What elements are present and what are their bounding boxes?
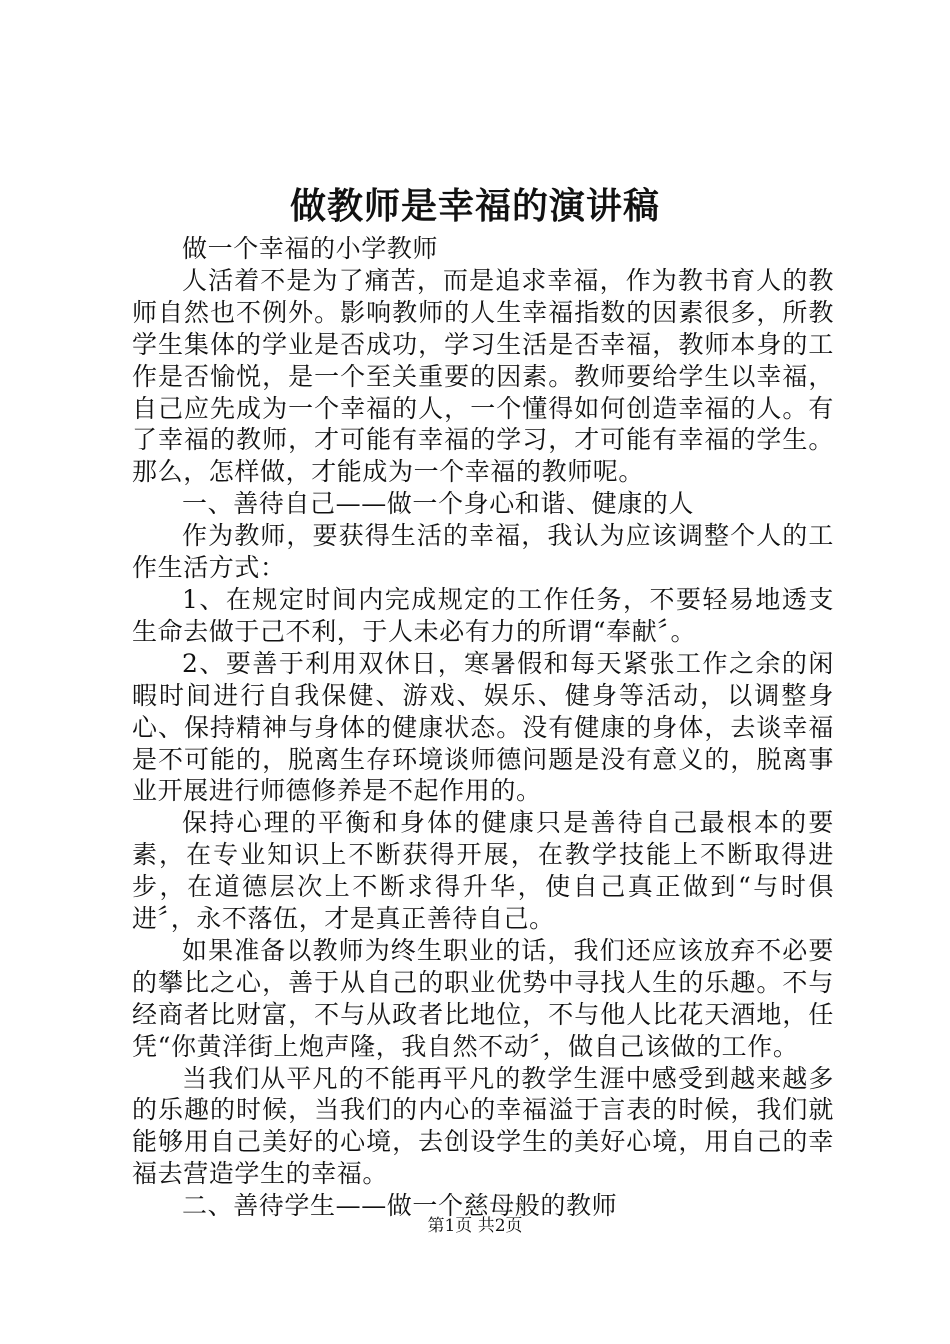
paragraph: 保持心理的平衡和身体的健康只是善待自己最根本的要素，在专业知识上不断获得开展，在教学技能上不断取得进步，在道德层次上不断求得升华，使自己真正做到“与时俱进〞，永不落伍，才是真正善待自己。 (132, 808, 834, 934)
paragraph-subtitle: 做一个幸福的小学教师 (182, 234, 439, 263)
paragraph-intro: 人活着不是为了痛苦，而是追求幸福，作为教书育人的教师自然也不例外。影响教师的人生幸福指数的因素很多，所教学生集体的学业是否成功，学习生活是否幸福，教师本身的工作是否愉悦，是一个至关重要的因素。教师要给学生以幸福，自己应先成为一个幸福的人，一个懂得如何创造幸福的人。有了幸福的教师，才可能有幸福的学习，才可能有幸福的学生。那么，怎样做，才能成为一个幸福的教师呢。 (132, 265, 834, 487)
page-number-footer: 第1页 共2页 (427, 1216, 523, 1236)
section-heading-2: 二、善待学生——做一个慈母般的教师 (182, 1191, 618, 1221)
document-title: 做教师是幸福的演讲稿 (289, 186, 660, 227)
list-item-1: 1、在规定时间内完成规定的工作任务，不要轻易地透支生命去做于己不利，于人未必有力的所谓“奉献〞。 (132, 584, 834, 646)
list-item-2: 2、要善于利用双休日，寒暑假和每天紧张工作之余的闲暇时间进行自我保健、游戏、娱乐、健身等活动，以调整身心、保持精神与身体的健康状态。没有健康的身体，去谈幸福是不可能的，脱离生存环境谈师德问题是没有意义的，脱离事业开展进行师德修养是不起作用的。 (132, 648, 834, 806)
paragraph: 如果准备以教师为终生职业的话，我们还应该放弃不必要的攀比之心，善于从自己的职业优势中寻找人生的乐趣。不与经商者比财富，不与从政者比地位，不与他人比花天酒地，任凭“你黄洋街上炮声隆，我自然不动〞，做自己该做的工作。 (132, 935, 834, 1061)
paragraph: 当我们从平凡的不能再平凡的教学生涯中感受到越来越多的乐趣的时候，当我们的内心的幸福溢于言表的时候，我们就能够用自己美好的心境，去创设学生的美好心境，用自己的幸福去营造学生的幸福。 (132, 1063, 834, 1189)
paragraph: 作为教师，要获得生活的幸福，我认为应该调整个人的工作生活方式： (132, 521, 834, 583)
section-heading-1: 一、善待自己——做一个身心和谐、健康的人 (182, 489, 695, 519)
document-body (132, 233, 834, 1222)
